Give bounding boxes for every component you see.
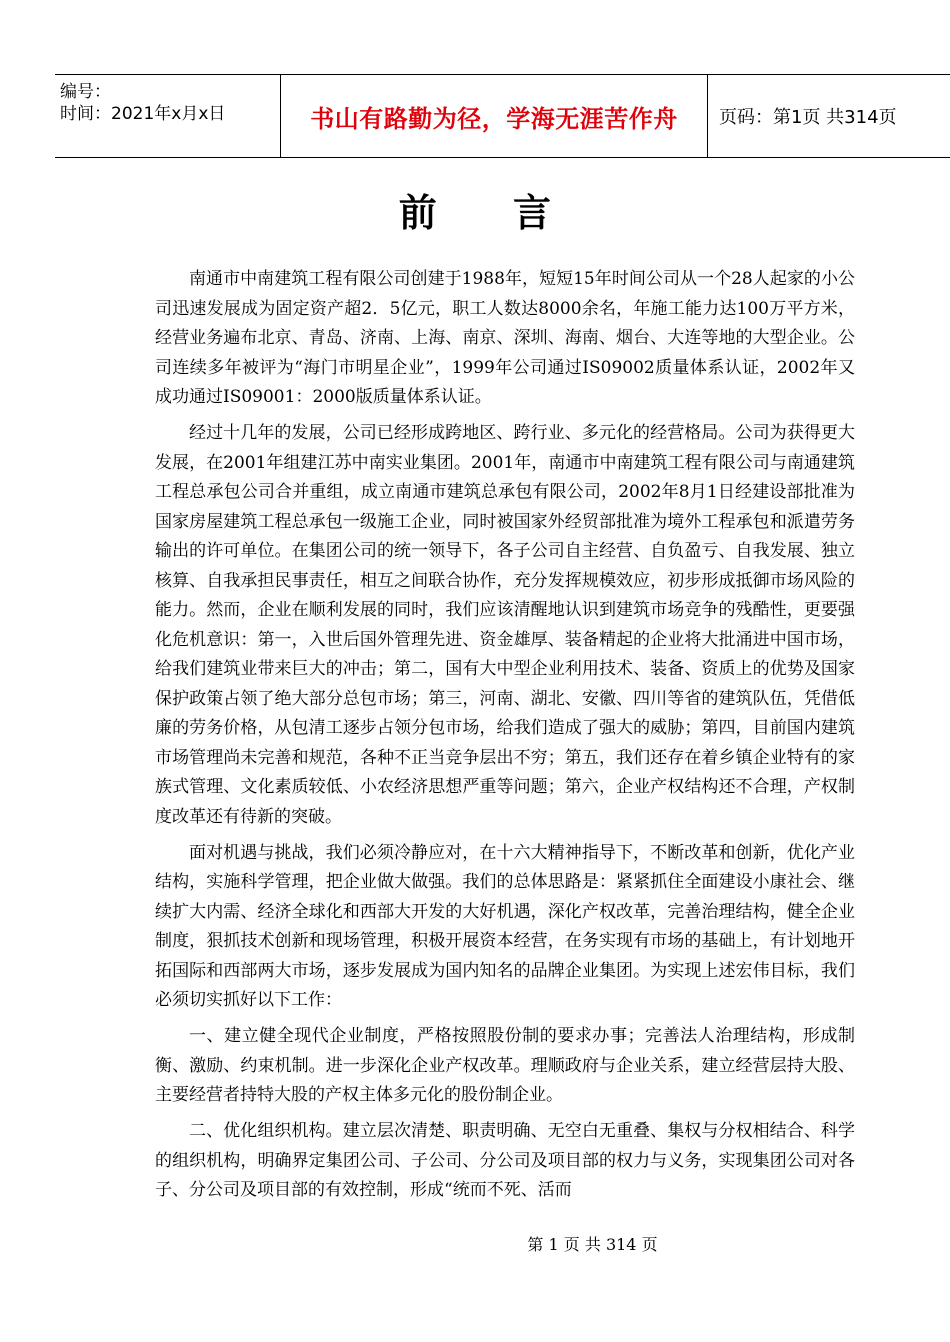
paragraph: 二、优化组织机构。建立层次清楚、职责明确、无空白无重叠、集权与分权相结合、科学的组织机构，明确界定集团公司、子公司、分公司及项目部的权力与义务，实现集团公司对各子、分公司及项目部的有效控制，形成“统而不死、活而 — [155, 1121, 855, 1200]
header-page-number: 页码：第1页 共314页 — [719, 107, 897, 128]
paragraph: 一、建立健全现代企业制度，严格按照股份制的要求办事；完善法人治理结构，形成制衡、激励、约束机制。进一步深化企业产权改革。理顺政府与企业关系，建立经营层持大股、主要经营者持特大股的产权主体多元化的股份制企业。 — [155, 1026, 855, 1105]
body-text — [155, 265, 855, 1212]
header-motto: 书山有路勤为径，学海无涯苦作舟 — [310, 104, 678, 133]
page-title — [0, 182, 950, 237]
header-divider — [707, 75, 708, 157]
title-char: 前 — [398, 190, 437, 235]
paragraph: 面对机遇与挑战，我们必须冷静应对，在十六大精神指导下，不断改革和创新，优化产业结构，实施科学管理，把企业做大做强。我们的总体思路是：紧紧抓住全面建设小康社会、继续扩大内需、经济全球化和西部大开发的大好机遇，深化产权改革，完善治理结构，健全企业制度，狠抓技术创新和现场管理，积极开展资本经营，在务实现有市场的基础上，有计划地开拓国际和西部两大市场，逐步发展成为国内知名的品牌企业集团。为实现上述宏伟目标，我们必须切实抓好以下工作： — [155, 842, 855, 1010]
header-meta — [60, 81, 280, 125]
page-footer: 第 1 页 共 314 页 — [527, 1235, 658, 1254]
paragraph: 南通市中南建筑工程有限公司创建于1988年，短短15年时间公司从一个28人起家的小公司迅速发展成为固定资产超2．5亿元，职工人数达8000余名，年施工能力达100万平方米，经营业务遍布北京、青岛、济南、上海、南京、深圳、海南、烟台、大连等地的大型企业。公司连续多年被评为“海门市明星企业”，1999年公司通过IS09002质量体系认证，2002年又成功通过IS09001：2000版质量体系认证。 — [155, 269, 855, 407]
number-label: 编号： — [60, 82, 111, 102]
time-label: 时间：2021年x月x日 — [60, 104, 226, 124]
header-table — [55, 74, 950, 158]
paragraph: 经过十几年的发展，公司已经形成跨地区、跨行业、多元化的经营格局。公司为获得更大发展，在2001年组建江苏中南实业集团。2001年，南通市中南建筑工程有限公司与南通建筑工程总承包公司合并重组，成立南通市建筑总承包有限公司，2002年8月1日经建设部批准为国家房屋建筑工程总承包一级施工企业，同时被国家外经贸部批准为境外工程承包和派遣劳务输出的许可单位。在集团公司的统一领导下，各子公司自主经营、自负盈亏、自我发展、独立核算、自我承担民事责任，相互之间联合协作，充分发挥规模效应，初步形成抵御市场风险的能力。然而，企业在顺利发展的同时，我们应该清醒地认识到建筑市场竞争的残酷性，更要强化危机意识：第一，入世后国外管理先进、资金雄厚、装备精起的企业将大批涌进中国市场，给我们建筑业带来巨大的冲击；第二，国有大中型企业利用技术、装备、资质上的优势及国家保护政策占领了绝大部分总包市场；第三，河南、湖北、安徽、四川等省的建筑队伍，凭借低廉的劳务价格，从包清工逐步占领分包市场，给我们造成了强大的威胁；第四，目前国内建筑市场管理尚未完善和规范，各种不正当竞争层出不穷；第五，我们还存在着乡镇企业特有的家族式管理、文化素质较低、小农经济思想严重等问题；第六，企业产权结构还不合理，产权制度改革还有待新的突破。 — [155, 423, 855, 827]
title-char: 言 — [513, 190, 552, 235]
